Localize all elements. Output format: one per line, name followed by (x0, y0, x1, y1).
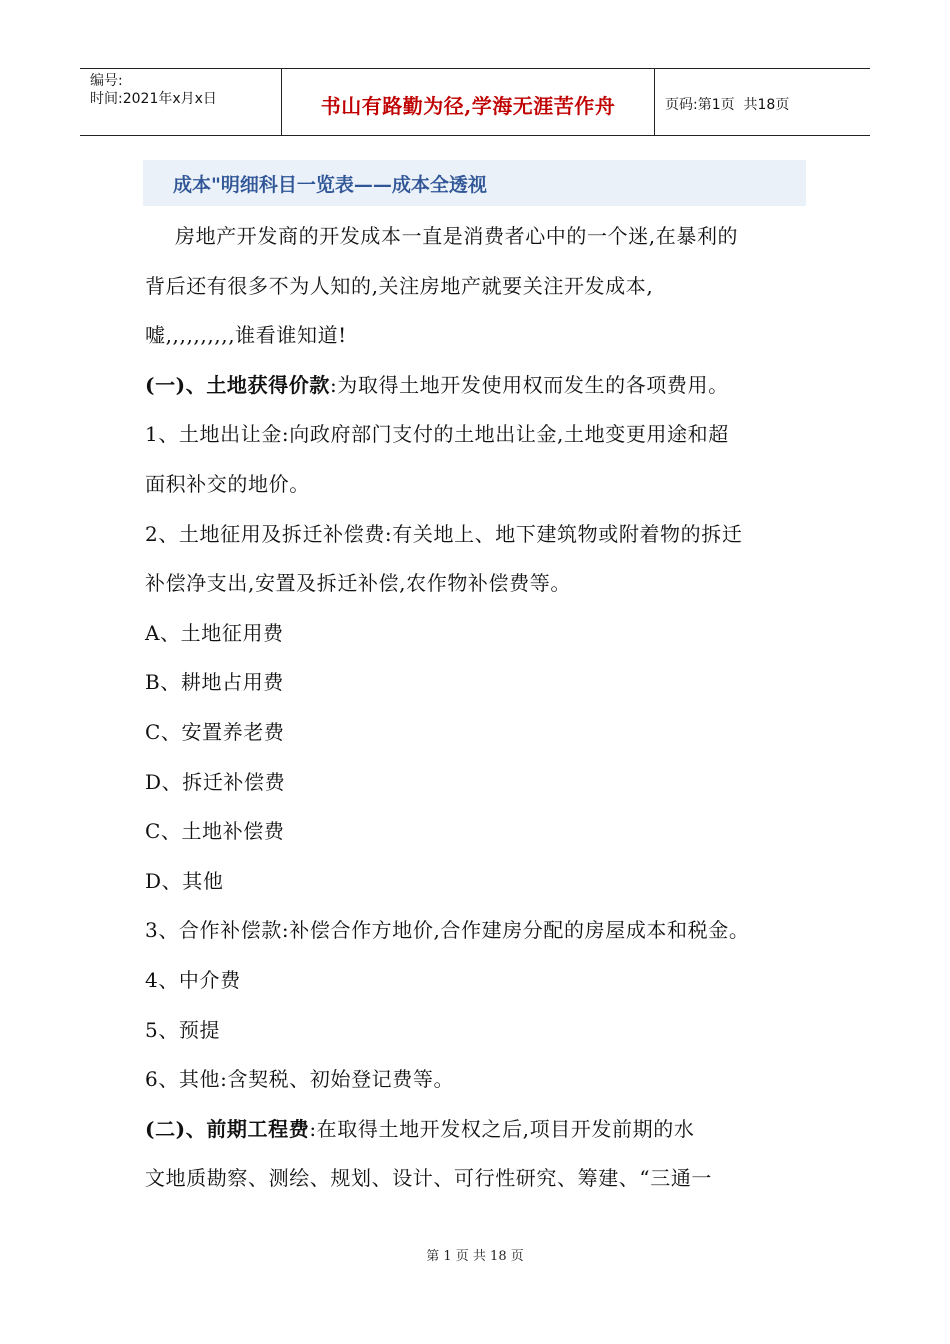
header-page-label: 页码:第1页 共18页 (665, 97, 790, 113)
header-meta (80, 69, 282, 135)
header-motto: 书山有路勤为径,学海无涯苦作舟 (282, 69, 655, 135)
header-date: 时间:2021年x月x日 (90, 91, 217, 107)
list-item: D、拆迁补偿费 (145, 769, 286, 794)
body-line: 面积补交的地价。 (145, 471, 310, 496)
list-item: B、耕地占用费 (145, 670, 284, 695)
section-heading-preliminary: (二)、前期工程费:在取得土地开发权之后,项目开发前期的水 (145, 1116, 695, 1141)
page-footer (0, 1245, 950, 1264)
header-page-info (655, 69, 870, 135)
body-line: 房地产开发商的开发成本一直是消费者心中的一个迷,在暴利的 (175, 224, 739, 248)
body-line: 补偿净支出,安置及拆迁补偿,农作物补偿费等。 (145, 571, 571, 596)
footer-page-number: 第 1 页 共 18 页 (426, 1249, 524, 1264)
list-item: D、其他 (145, 868, 224, 893)
body-line: 2、土地征用及拆迁补偿费:有关地上、地下建筑物或附着物的拆迁 (145, 521, 743, 546)
header-number: 编号: (90, 73, 123, 89)
document-title (143, 160, 806, 206)
body-line: 嘘,,,,,,,,,,谁看谁知道! (145, 323, 347, 348)
list-item: C、土地补偿费 (145, 819, 285, 844)
section-heading-land: (一)、土地获得价款:为取得土地开发使用权而发生的各项费用。 (145, 372, 729, 397)
document-body (145, 212, 825, 1204)
body-line: 3、合作补偿款:补偿合作方地价,合作建房分配的房屋成本和税金。 (145, 918, 750, 943)
body-line: 1、土地出让金:向政府部门支付的土地出让金,土地变更用途和超 (145, 422, 729, 447)
body-line: 6、其他:含契税、初始登记费等。 (145, 1067, 455, 1092)
document-header (80, 68, 870, 136)
body-line: 4、中介费 (145, 967, 241, 992)
body-line: 5、预提 (145, 1017, 221, 1042)
list-item: C、安置养老费 (145, 719, 285, 744)
body-line: 文地质勘察、测绘、规划、设计、可行性研究、筹建、“三通一 (145, 1166, 713, 1191)
list-item: A、土地征用费 (145, 620, 284, 645)
title-text: 成本"明细科目一览表——成本全透视 (173, 173, 487, 196)
body-line: 背后还有很多不为人知的,关注房地产就要关注开发成本, (145, 273, 654, 298)
